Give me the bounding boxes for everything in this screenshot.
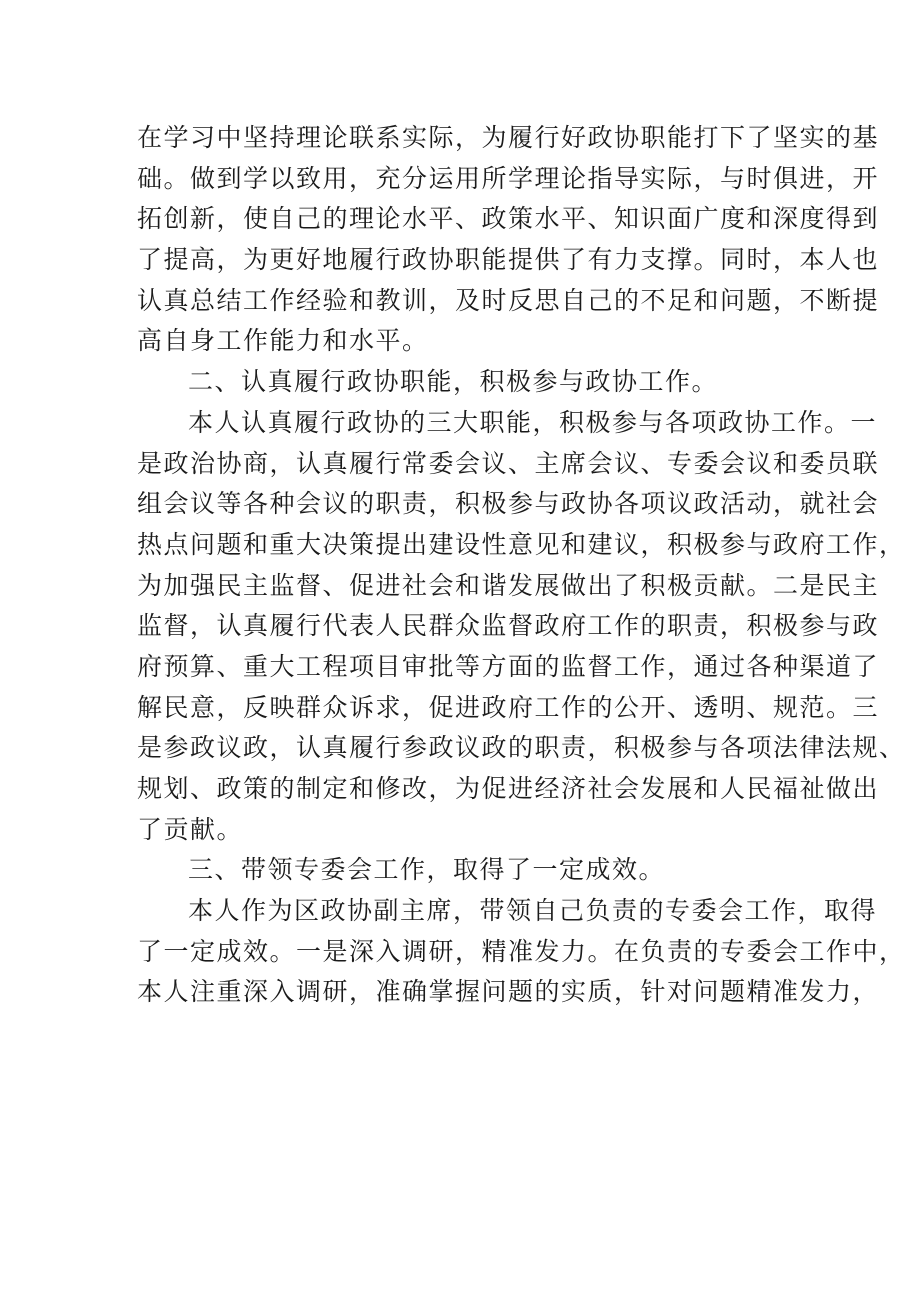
text-line: 本人注重深入调研，准确掌握问题的实质，针对问题精准发力，: [137, 977, 880, 1007]
text-line: 是政治协商，认真履行常委会议、主席会议、专委会议和委员联: [137, 448, 880, 478]
text-line: 拓创新，使自己的理论水平、政策水平、知识面广度和深度得到: [137, 204, 880, 234]
body-text: [137, 118, 906, 1013]
text-line: 解民意，反映群众诉求，促进政府工作的公开、透明、规范。三: [137, 692, 880, 722]
text-line: 是参政议政，认真履行参政议政的职责，积极参与各项法律法规、: [137, 733, 906, 763]
text-line: 本人作为区政协副主席，带领自己负责的专委会工作，取得: [188, 896, 878, 926]
text-line: 了提高，为更好地履行政协职能提供了有力支撑。同时，本人也: [137, 245, 880, 275]
text-line: 了贡献。: [137, 814, 244, 844]
text-line: 础。做到学以致用，充分运用所学理论指导实际，与时俱进，开: [137, 163, 880, 193]
text-line: 本人认真履行政协的三大职能，积极参与各项政协工作。一: [188, 407, 878, 437]
text-line: 在学习中坚持理论联系实际，为履行好政协职能打下了坚实的基: [137, 123, 880, 152]
text-line: 为加强民主监督、促进社会和谐发展做出了积极贡献。二是民主: [137, 570, 880, 600]
text-line: 组会议等各种会议的职责，积极参与政协各项议政活动，就社会: [137, 489, 880, 519]
text-line: 高自身工作能力和水平。: [137, 326, 429, 356]
section-heading-2: 二、认真履行政协职能，积极参与政协工作。: [188, 367, 719, 397]
text-line: 府预算、重大工程项目审批等方面的监督工作，通过各种渠道了: [137, 651, 880, 681]
text-line: 监督，认真履行代表人民群众监督政府工作的职责，积极参与政: [137, 611, 880, 641]
text-line: 认真总结工作经验和教训，及时反思自己的不足和问题，不断提: [137, 285, 880, 315]
section-heading-3: 三、带领专委会工作，取得了一定成效。: [188, 855, 666, 885]
text-line: 热点问题和重大决策提出建设性意见和建议，积极参与政府工作，: [137, 529, 906, 559]
text-line: 了一定成效。一是深入调研，精准发力。在负责的专委会工作中，: [137, 936, 906, 966]
text-line: 规划、政策的制定和修改，为促进经济社会发展和人民福祉做出: [137, 774, 880, 803]
